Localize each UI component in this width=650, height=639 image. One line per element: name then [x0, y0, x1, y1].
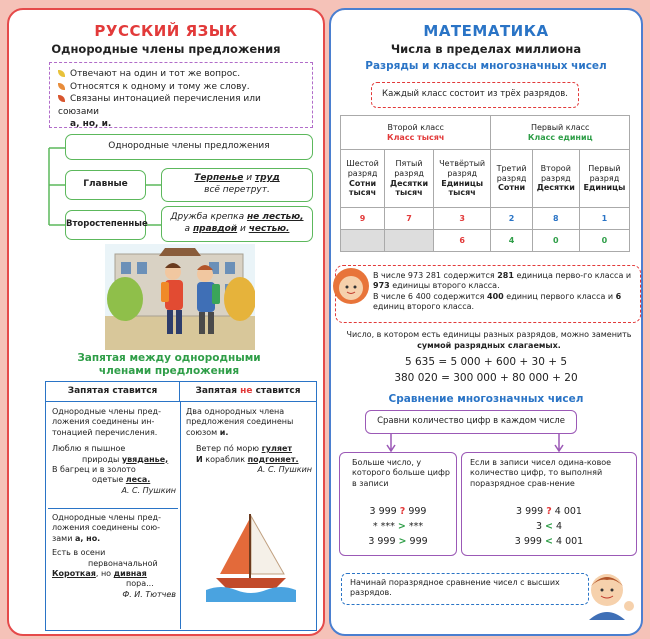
digit-cell: 0	[579, 230, 629, 252]
russian-panel	[7, 8, 325, 636]
cell-with-comma-1: Однородные члены пред-ложения соединены ин-тонацией перечисления. Люблю я пышное природы увяданье, В багрец и в золото одетые леса. А. С. Пушкин	[52, 407, 176, 495]
sum-text: Число, в котором есть единицы разных разрядов, можно заменить суммой разрядных слагаемых.	[346, 330, 632, 350]
digit-cell: 4	[491, 230, 532, 252]
secondary-members-box: Второстепенные	[65, 210, 146, 240]
property-1: Отвечают на один и тот же вопрос.	[58, 68, 304, 81]
property-2: Относятся к одному и тому же слову.	[58, 81, 304, 94]
ranks-table	[340, 115, 630, 252]
diagram-top-box: Однородные члены предложения	[65, 134, 313, 160]
rank-5: Пятый разряд Десятки тысяч	[385, 150, 434, 208]
section-ranks-title: Разряды и классы многозначных чисел	[365, 60, 607, 72]
compare-arrows	[331, 430, 641, 454]
cell-with-comma-2: Однородные члены пред-ложения соединены сою-зами а, но. Есть в осени первоначальной Короткая, но дивная пора... Ф. И. Тютчев	[52, 513, 176, 599]
boy-avatar	[581, 566, 637, 622]
digit-cell: 0	[532, 230, 579, 252]
digit-cell: 9	[341, 208, 385, 230]
rank-6: Шестой разряд Сотни тысяч	[341, 150, 385, 208]
col-header-with-comma: Запятая ставится	[46, 382, 180, 402]
digit-cell: 6	[433, 230, 490, 252]
rule-same-digits: Если в записи чисел одина-ковое количество цифр, то выполняй поразрядное срав-нение	[461, 452, 637, 556]
school-illustration	[105, 244, 255, 350]
example-text: В числе 973 281 содержится 281 единица перво-го класса и 973 единицы второго класса. В числе 6 400 содержится 400 единиц первого класса и 6 единиц второго класса.	[373, 271, 632, 312]
class-note: Каждый класс состоит из трёх разрядов.	[371, 82, 579, 108]
col-header-without-comma: Запятая не ставится	[180, 382, 316, 402]
rank-3: Третий разряд Сотни	[491, 150, 532, 208]
rank-1: Первый разряд Единицы	[579, 150, 629, 208]
rank-2: Второй разряд Десятки	[532, 150, 579, 208]
row-divider	[48, 508, 178, 509]
girl-avatar	[331, 264, 371, 308]
sailboat-illustration	[206, 510, 296, 602]
digit-cell-empty	[385, 230, 434, 252]
compare-left-examples: 3 999 ? 999 * *** > *** 3 999 > 999	[368, 506, 428, 548]
rank-4: Четвёртый разряд Единицы тысяч	[433, 150, 490, 208]
rule-more-digits: Больше число, у которого больше цифр в записи	[339, 452, 457, 556]
math-subtitle: Числа в пределах миллиона	[390, 42, 582, 56]
main-members-box: Главные	[65, 170, 146, 200]
equation-2: 380 020 = 300 000 + 80 000 + 20	[394, 372, 578, 384]
digit-cell-empty	[341, 230, 385, 252]
cell-without-comma: Два однородных члена предложения соединены союзом и. Ветер по́ морю гуляет И кораблик подгоняет. А. С. Пушкин	[186, 407, 312, 474]
equation-1: 5 635 = 5 000 + 600 + 30 + 5	[404, 356, 568, 368]
digit-cell: 8	[532, 208, 579, 230]
section-compare-title: Сравнение многозначных чисел	[388, 393, 584, 405]
property-3: Связаны интонацией перечисления или союзами	[58, 94, 261, 117]
class-2-header: Второй класс Класс тысяч	[341, 116, 491, 150]
comma-table	[45, 381, 317, 631]
property-conjunctions: а, но, и.	[70, 119, 112, 130]
russian-subtitle: Однородные члены предложения	[51, 42, 281, 56]
digit-cell: 3	[433, 208, 490, 230]
col-divider	[180, 402, 181, 629]
class-1-header: Первый класс Класс единиц	[491, 116, 630, 150]
digit-cell: 1	[579, 208, 629, 230]
secondary-example-box: Дружба крепка не лестью, а правдой и честью.	[161, 206, 313, 242]
digit-cell: 7	[385, 208, 434, 230]
main-example-box: Терпенье и труд всё перетрут.	[161, 168, 313, 202]
math-title: МАТЕМАТИКА	[423, 22, 549, 40]
compare-prompt: Сравни количество цифр в каждом числе	[365, 410, 577, 434]
math-panel	[329, 8, 643, 636]
comma-title: Запятая между однородными членами предложения	[77, 352, 261, 378]
russian-title: РУССКИЙ ЯЗЫК	[94, 22, 238, 40]
compare-right-examples: 3 999 ? 4 001 3 < 4 3 999 < 4 001	[514, 506, 584, 548]
final-note: Начинай поразрядное сравнение чисел с высших разрядов.	[341, 573, 589, 605]
digit-cell: 2	[491, 208, 532, 230]
